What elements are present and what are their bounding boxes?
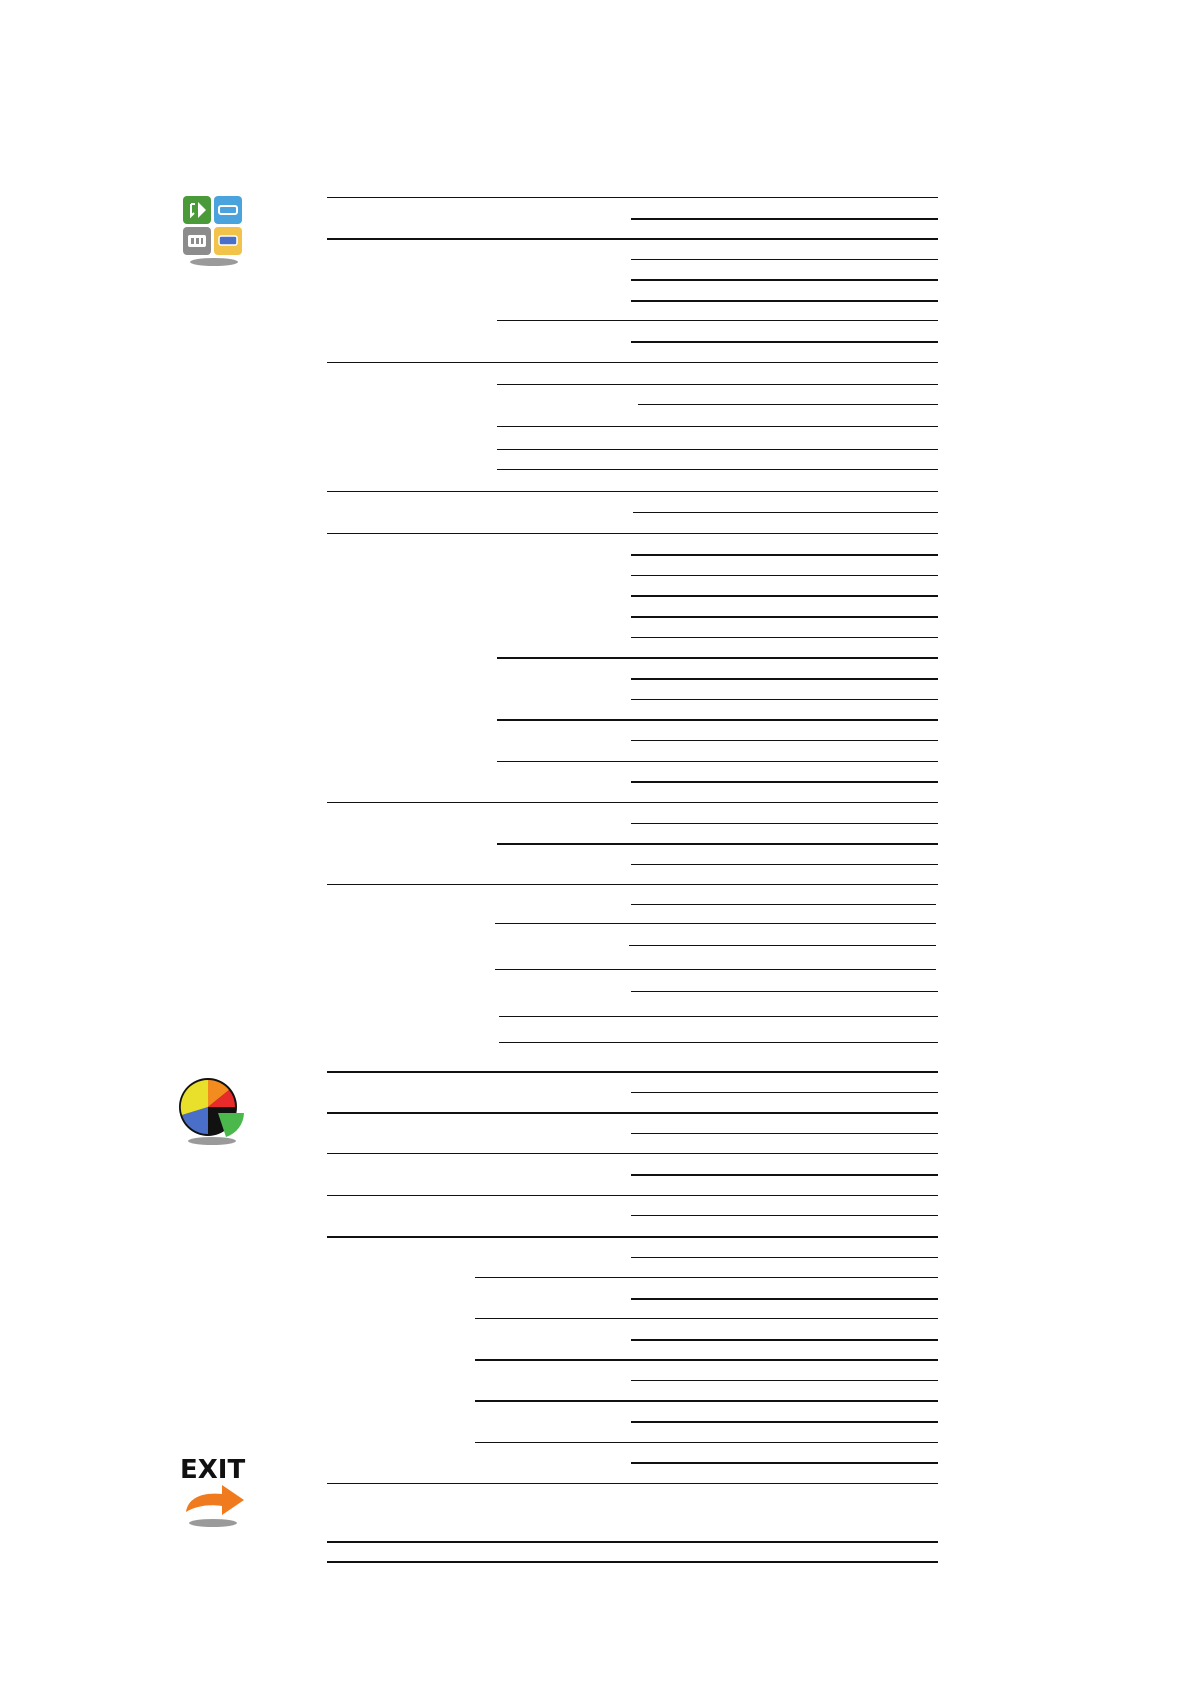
exit-label: EXIT [180, 1455, 246, 1485]
table-rule [499, 1042, 938, 1043]
table-rule [631, 300, 938, 302]
table-rule [633, 512, 938, 513]
table-rule [631, 1380, 938, 1381]
table-rule [327, 1112, 938, 1114]
table-rule [475, 1442, 938, 1443]
table-rule [327, 1153, 938, 1154]
table-rule [631, 259, 938, 260]
table-rule [497, 719, 938, 721]
table-rule [631, 991, 938, 992]
table-rule [327, 1541, 938, 1543]
table-rule [631, 554, 938, 556]
table-rule [631, 823, 938, 824]
table-rule [327, 802, 938, 803]
table-rule [631, 1174, 938, 1176]
table-rule [631, 864, 938, 865]
table-rule [327, 197, 938, 198]
table-rule [327, 238, 938, 240]
table-rule [475, 1277, 938, 1278]
table-rule [631, 637, 938, 638]
table-rule [497, 843, 938, 845]
table-rule [327, 1236, 938, 1238]
table-rule [631, 575, 938, 576]
table-rule [327, 362, 938, 363]
table-rule [631, 781, 938, 783]
table-rule [631, 1339, 938, 1341]
table-rule [495, 923, 936, 924]
table-rule [631, 279, 938, 281]
table-rule [631, 904, 936, 905]
table-rule [327, 533, 938, 534]
table-rule [495, 969, 936, 970]
table-rule [631, 1215, 938, 1216]
table-rule [475, 1318, 938, 1319]
table-rule [629, 945, 936, 946]
table-rule [631, 1133, 938, 1134]
table-rule [497, 657, 938, 659]
table-rule [638, 404, 938, 405]
table-rule [497, 384, 938, 385]
table-rule [631, 1462, 938, 1464]
table-rule [499, 1016, 938, 1017]
table-rule [327, 1483, 938, 1484]
table-rule [631, 1421, 938, 1423]
table-rule [631, 1257, 938, 1258]
table-rule [631, 678, 938, 680]
table-rule [475, 1400, 938, 1402]
table-rule [327, 1561, 938, 1563]
table-rule [631, 595, 938, 597]
table-rule [631, 341, 938, 343]
table-rule [497, 320, 938, 321]
table-rule [327, 884, 938, 885]
table-rule [497, 761, 938, 762]
table-rule [631, 699, 938, 700]
table-rule [631, 616, 938, 618]
table-rule [327, 491, 938, 492]
table-rule [631, 1298, 938, 1300]
table-rule [497, 469, 938, 470]
table-rule [327, 1195, 938, 1196]
table-rule [327, 1071, 938, 1073]
table-rule [631, 740, 938, 741]
table-rule [475, 1359, 938, 1361]
table-rule [497, 449, 938, 450]
table-rule [631, 1092, 938, 1093]
table-rule [631, 218, 938, 220]
table-rule [497, 426, 938, 427]
